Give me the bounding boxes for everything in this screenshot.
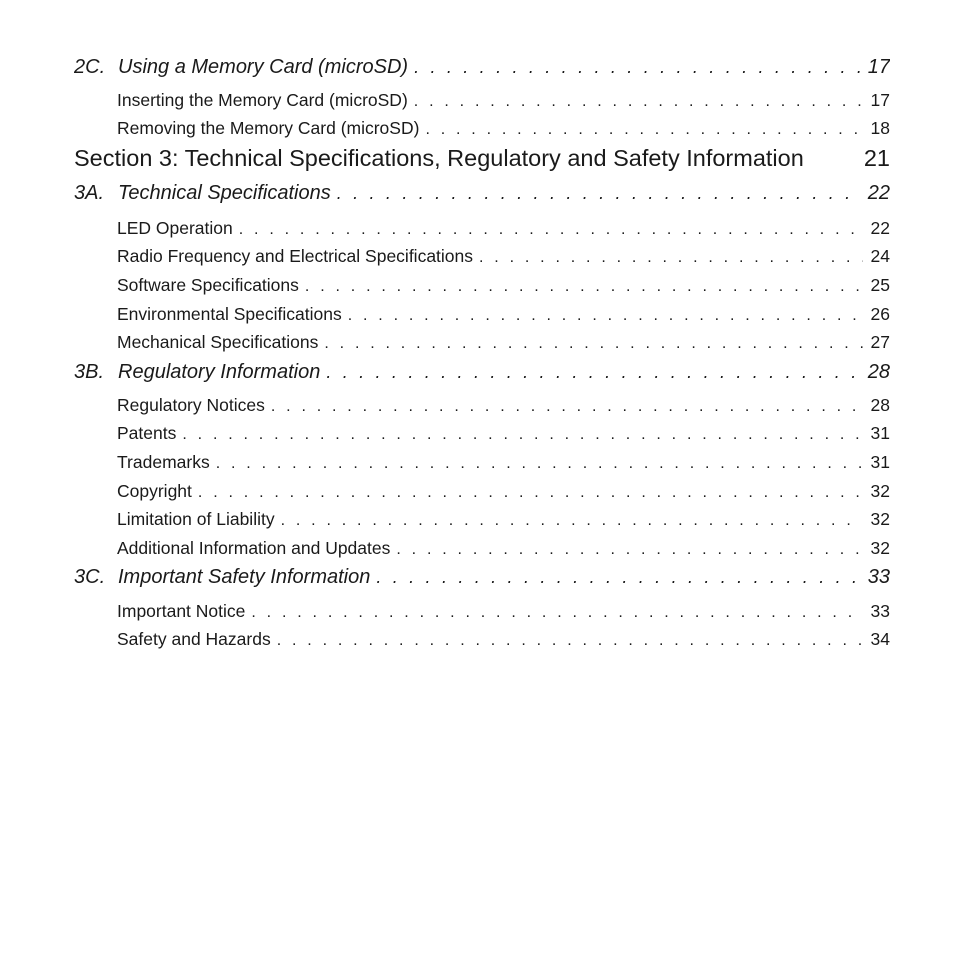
chapter-title — [74, 361, 326, 384]
entry-title: Limitation of Liability — [117, 509, 275, 529]
toc-entry[interactable] — [117, 304, 890, 325]
page-number: 21 — [863, 145, 890, 171]
chapter-number: 3A. — [74, 182, 105, 204]
dot-leader — [239, 221, 863, 239]
page-number: 32 — [870, 481, 890, 501]
toc-entry[interactable] — [117, 332, 890, 353]
dot-leader — [425, 121, 862, 139]
page-number: 32 — [870, 509, 890, 529]
dot-leader — [479, 249, 863, 267]
toc-entry[interactable] — [117, 423, 890, 444]
dot-leader — [324, 335, 862, 353]
page-number: 22 — [867, 182, 890, 204]
chapter-label: Important Safety Information — [118, 566, 371, 588]
dot-leader — [337, 183, 860, 204]
page-number: 22 — [870, 218, 890, 238]
entry-title: Environmental Specifications — [117, 304, 342, 324]
toc-entry[interactable] — [117, 218, 890, 239]
section-title: Section 3: Technical Specifications, Regulatory and Safety Information — [74, 145, 804, 171]
toc-section-3[interactable] — [74, 145, 890, 172]
page-number: 28 — [867, 361, 890, 383]
toc-chapter-3c[interactable] — [74, 566, 890, 589]
toc-entry[interactable] — [117, 509, 890, 530]
page-number: 27 — [870, 332, 890, 352]
dot-leader — [182, 426, 862, 444]
page-number: 17 — [867, 56, 890, 78]
chapter-label: Using a Memory Card (microSD) — [118, 56, 409, 78]
page-number: 24 — [870, 246, 890, 266]
chapter-number: 3C. — [74, 566, 106, 588]
dot-leader — [305, 278, 863, 296]
toc-entry[interactable] — [117, 275, 890, 296]
dot-leader — [376, 567, 859, 588]
chapter-label: Technical Specifications — [118, 182, 331, 204]
dot-leader — [216, 455, 863, 473]
dot-leader — [251, 604, 862, 622]
toc-entry[interactable] — [117, 90, 890, 111]
page-number: 31 — [870, 452, 890, 472]
entry-title: Removing the Memory Card (microSD) — [117, 118, 420, 138]
page-number: 28 — [870, 395, 890, 415]
entry-title: LED Operation — [117, 218, 233, 238]
page-number: 33 — [867, 566, 890, 588]
chapter-label: Regulatory Information — [118, 361, 321, 383]
entry-title: Safety and Hazards — [117, 629, 271, 649]
entry-title: Patents — [117, 423, 177, 443]
toc-entry[interactable] — [117, 246, 890, 267]
chapter-title — [74, 56, 414, 79]
entry-title: Additional Information and Updates — [117, 538, 391, 558]
page-number: 26 — [870, 304, 890, 324]
dot-leader — [277, 632, 863, 650]
dot-leader — [348, 307, 863, 325]
entry-title: Inserting the Memory Card (microSD) — [117, 90, 408, 110]
toc-chapter-3b[interactable] — [74, 361, 890, 384]
toc-entry[interactable] — [117, 118, 890, 139]
page-number: 18 — [870, 118, 890, 138]
page-number: 33 — [870, 601, 890, 621]
entry-title: Software Specifications — [117, 275, 299, 295]
entry-title: Copyright — [117, 481, 192, 501]
dot-leader — [198, 484, 863, 502]
page-number: 31 — [870, 423, 890, 443]
dot-leader — [271, 398, 863, 416]
page-number: 17 — [870, 90, 890, 110]
dot-leader — [396, 541, 862, 559]
page-number: 34 — [870, 629, 890, 649]
toc-entry[interactable] — [117, 395, 890, 416]
toc-entry[interactable] — [117, 629, 890, 650]
dot-leader — [281, 512, 863, 530]
dot-leader — [414, 93, 863, 111]
toc-entry[interactable] — [117, 601, 890, 622]
chapter-title — [74, 182, 337, 205]
toc-chapter-2c[interactable] — [74, 56, 890, 79]
toc-entry[interactable] — [117, 538, 890, 559]
page-number: 25 — [870, 275, 890, 295]
toc-chapter-3a[interactable] — [74, 182, 890, 205]
chapter-title — [74, 566, 376, 589]
page-number: 32 — [870, 538, 890, 558]
entry-title: Regulatory Notices — [117, 395, 265, 415]
dot-leader — [326, 362, 859, 383]
chapter-number: 2C. — [74, 56, 106, 78]
chapter-number: 3B. — [74, 361, 105, 383]
entry-title: Trademarks — [117, 452, 210, 472]
entry-title: Mechanical Specifications — [117, 332, 319, 352]
toc-entry[interactable] — [117, 481, 890, 502]
entry-title: Radio Frequency and Electrical Specifications — [117, 246, 474, 266]
entry-title: Important Notice — [117, 601, 246, 621]
dot-leader — [414, 57, 860, 78]
toc-entry[interactable] — [117, 452, 890, 473]
